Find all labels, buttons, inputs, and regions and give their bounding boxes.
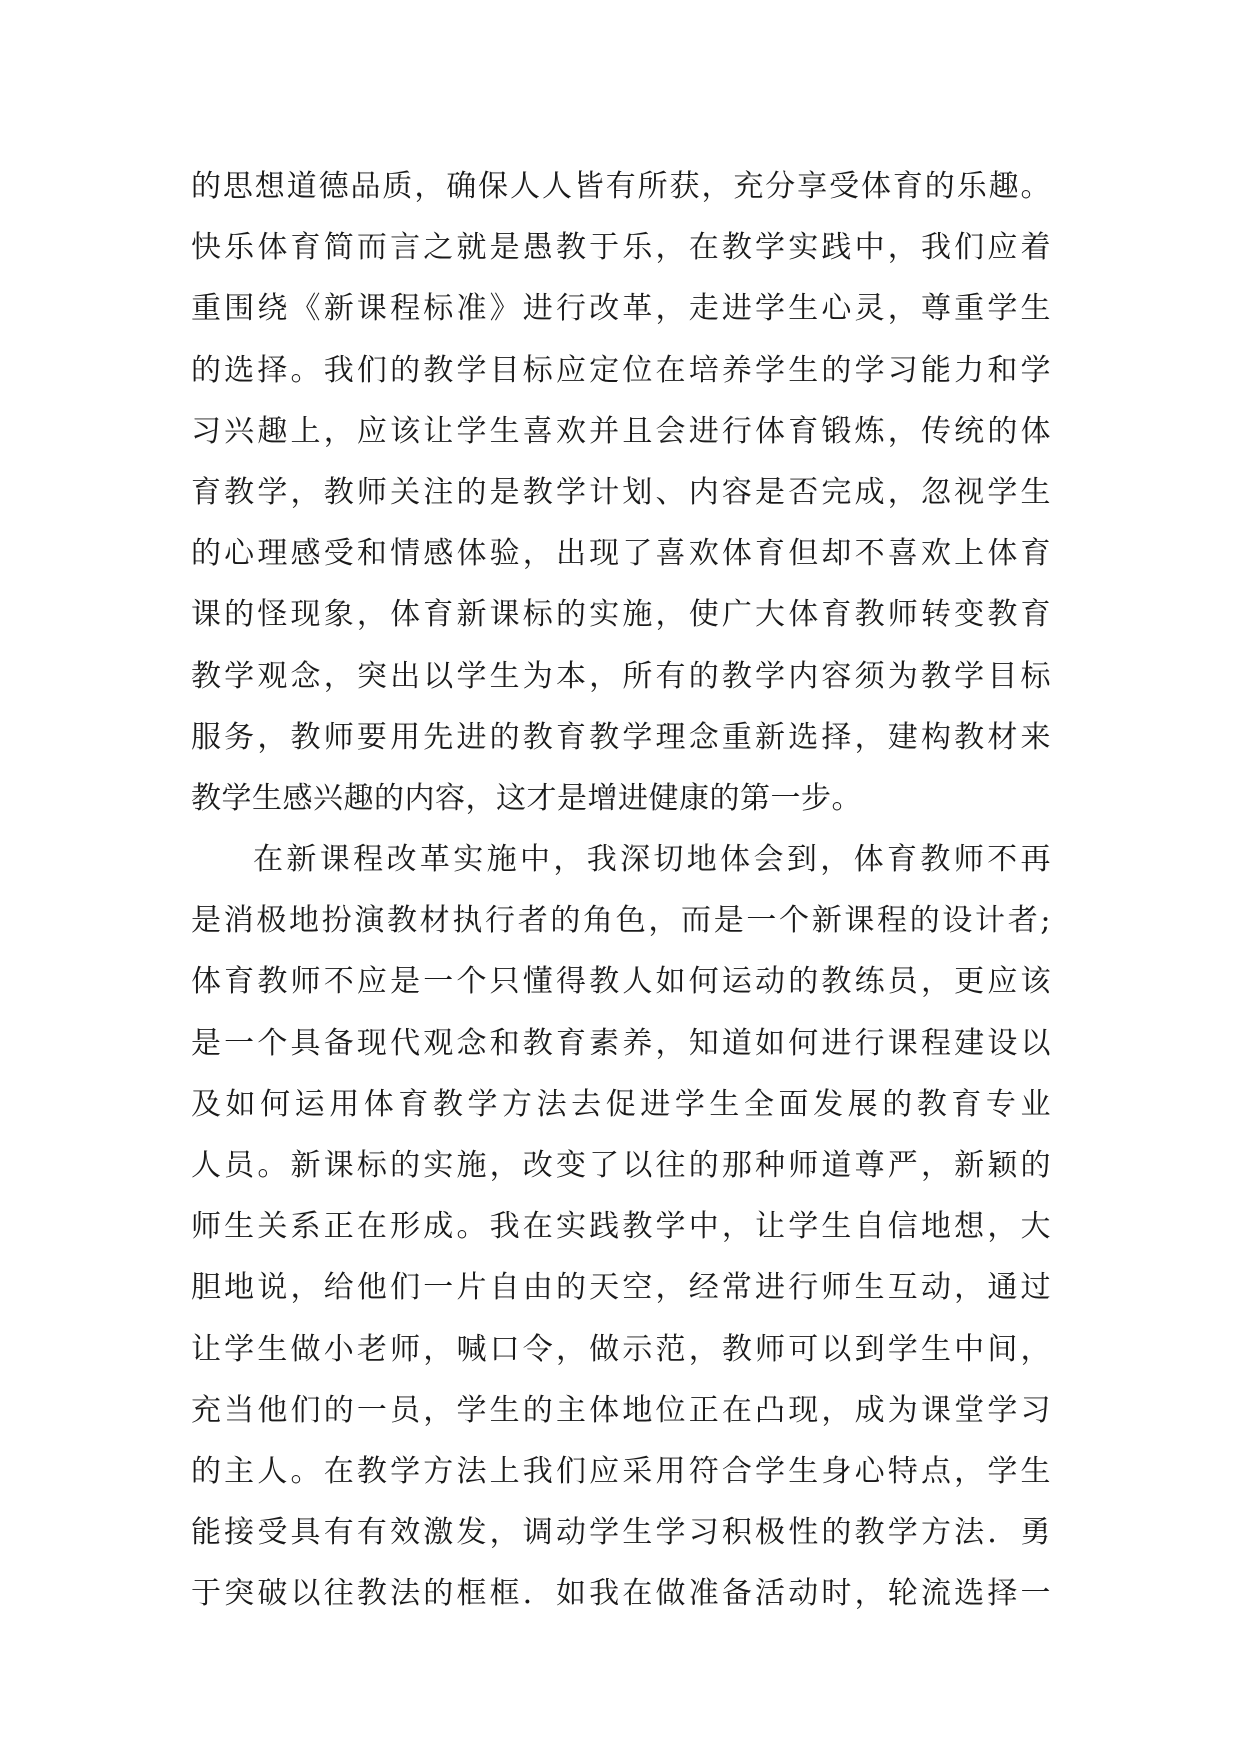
text-line: 是消极地扮演教材执行者的角色，而是一个新课程的设计者;: [191, 903, 1051, 939]
text-line: 体育教师不应是一个只懂得教人如何运动的教练员，更应该: [191, 964, 1051, 1000]
paragraph: [191, 156, 1051, 829]
text-line: 能接受具有有效激发，调动学生学习积极性的教学方法．勇: [191, 1515, 1051, 1551]
text-line: 重围绕《新课程标准》进行改革，走进学生心灵，尊重学生: [191, 291, 1051, 327]
text-line: 的主人。在教学方法上我们应采用符合学生身心特点，学生: [191, 1453, 1051, 1489]
text-line: 人员。新课标的实施，改变了以往的那种师道尊严，新颖的: [191, 1148, 1051, 1183]
text-line: 在新课程改革实施中，我深切地体会到，体育教师不再: [253, 842, 1051, 878]
text-line: 于突破以往教法的框框．如我在做准备活动时，轮流选择一: [191, 1576, 1051, 1612]
text-line: 服务，教师要用先进的教育教学理念重新选择，建构教材来: [191, 719, 1051, 755]
text-line: 是一个具备现代观念和教育素养，知道如何进行课程建设以: [191, 1025, 1051, 1061]
text-line: 让学生做小老师，喊口令，做示范，教师可以到学生中间，: [191, 1331, 1051, 1367]
text-line: 育教学，教师关注的是教学计划、内容是否完成，忽视学生: [191, 474, 1051, 510]
text-line: 的选择。我们的教学目标应定位在培养学生的学习能力和学: [191, 352, 1051, 388]
paragraph: [191, 829, 1051, 1624]
text-line: 课的怪现象，体育新课标的实施，使广大体育教师转变教育: [191, 597, 1051, 633]
text-line: 及如何运用体育教学方法去促进学生全面发展的教育专业: [191, 1086, 1051, 1122]
text-line: 胆地说，给他们一片自由的天空，经常进行师生互动，通过: [191, 1270, 1051, 1306]
text-line: 的心理感受和情感体验，出现了喜欢体育但却不喜欢上体育: [191, 536, 1051, 572]
text-line: 教学生感兴趣的内容，这才是增进健康的第一步。: [191, 780, 862, 816]
body-text: [191, 156, 1051, 1625]
text-line: 师生关系正在形成。我在实践教学中，让学生自信地想，大: [191, 1209, 1051, 1245]
text-line: 教学观念，突出以学生为本，所有的教学内容须为教学目标: [191, 658, 1051, 694]
text-line: 习兴趣上，应该让学生喜欢并且会进行体育锻炼，传统的体: [191, 413, 1051, 449]
text-line: 充当他们的一员，学生的主体地位正在凸现，成为课堂学习: [191, 1392, 1051, 1428]
text-line: 快乐体育简而言之就是愚教于乐，在教学实践中，我们应着: [191, 230, 1051, 266]
text-line: 的思想道德品质，确保人人皆有所获，充分享受体育的乐趣。: [191, 169, 1051, 204]
